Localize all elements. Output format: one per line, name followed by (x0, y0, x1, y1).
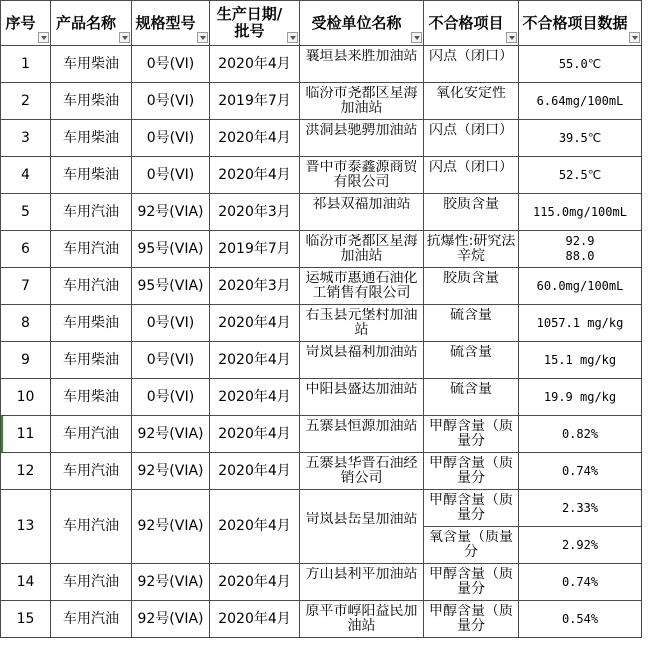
cell-spec[interactable] (132, 231, 210, 268)
cell-spec-text: 0号(VI) (146, 55, 195, 72)
header-label: 不合格项目 (428, 13, 504, 32)
cell-no-text: 2 (21, 92, 30, 109)
cell-no[interactable] (1, 453, 51, 490)
cell-product[interactable] (51, 601, 132, 638)
cell-date-text: 2020年4月 (218, 573, 291, 590)
cell-item-text: 甲醇含量（质量分 (429, 419, 513, 449)
header-cell[interactable] (51, 1, 132, 46)
cell-value-text: 6.64mg/100mL (536, 93, 624, 108)
cell-date[interactable] (210, 453, 300, 490)
table-row (1, 379, 642, 416)
cell-item[interactable] (424, 120, 519, 157)
cell-product[interactable] (51, 157, 132, 194)
cell-no[interactable] (1, 342, 51, 379)
cell-value-text: 115.0mg/100mL (533, 204, 627, 219)
cell-value[interactable] (519, 194, 642, 231)
cell-value[interactable] (519, 268, 642, 305)
cell-value-text: 60.0mg/100mL (536, 278, 624, 293)
cell-value-text: 1057.1 mg/kg (536, 315, 624, 330)
filter-dropdown-icon[interactable] (506, 32, 517, 43)
cell-no-text: 14 (16, 573, 35, 590)
table-row (1, 564, 642, 601)
cell-item-text: 胶质含量 (443, 197, 499, 212)
cell-date-text: 2020年4月 (218, 166, 291, 183)
cell-no[interactable] (1, 120, 51, 157)
cell-item-text: 氧含量（质量分 (429, 530, 513, 560)
cell-date[interactable] (210, 194, 300, 231)
cell-date-text: 2020年3月 (218, 277, 291, 294)
cell-unit-text: 运城市惠通石油化工销售有限公司 (305, 271, 418, 301)
cell-item[interactable] (424, 490, 519, 527)
cell-item[interactable] (424, 83, 519, 120)
cell-product-text: 车用汽油 (63, 240, 119, 257)
table-row (1, 120, 642, 157)
cell-product-text: 车用汽油 (63, 203, 119, 220)
cell-value[interactable] (519, 527, 642, 564)
table-row (1, 231, 642, 268)
cell-date[interactable] (210, 379, 300, 416)
cell-date-text: 2020年4月 (218, 518, 291, 534)
cell-product-text: 车用汽油 (63, 425, 119, 442)
cell-date[interactable] (210, 231, 300, 268)
cell-value-text: 0.74% (561, 463, 599, 478)
cell-item[interactable] (424, 379, 519, 416)
cell-no-text: 12 (16, 462, 35, 479)
cell-value[interactable] (519, 379, 642, 416)
cell-product-text: 车用柴油 (63, 55, 119, 72)
cell-item[interactable] (424, 527, 519, 564)
cell-value[interactable] (519, 416, 642, 453)
cell-no[interactable] (1, 379, 51, 416)
cell-product[interactable] (51, 342, 132, 379)
cell-date[interactable] (210, 564, 300, 601)
cell-no[interactable] (1, 305, 51, 342)
cell-no-text: 9 (21, 351, 30, 368)
cell-no[interactable] (1, 490, 51, 564)
table-row (1, 453, 642, 490)
cell-no-text: 13 (16, 518, 35, 534)
cell-unit[interactable] (300, 490, 424, 564)
cell-date-text: 2020年4月 (218, 314, 291, 331)
cell-product[interactable] (51, 120, 132, 157)
cell-value[interactable] (519, 453, 642, 490)
cell-date[interactable] (210, 120, 300, 157)
cell-spec[interactable] (132, 120, 210, 157)
cell-date-text: 2020年4月 (218, 425, 291, 442)
cell-product[interactable] (51, 490, 132, 564)
cell-item[interactable] (424, 268, 519, 305)
cell-no-text: 5 (21, 203, 30, 220)
cell-spec[interactable] (132, 305, 210, 342)
cell-no[interactable] (1, 46, 51, 83)
cell-item[interactable] (424, 46, 519, 83)
cell-item-text: 硫含量 (450, 345, 492, 360)
cell-unit[interactable] (300, 453, 424, 490)
cell-date[interactable] (210, 46, 300, 83)
cell-unit-text: 洪洞县驰骋加油站 (305, 123, 418, 138)
cell-item[interactable] (424, 194, 519, 231)
cell-spec-text: 0号(VI) (146, 129, 195, 146)
filter-dropdown-icon[interactable] (197, 32, 208, 43)
cell-spec-text: 0号(VI) (146, 388, 195, 405)
cell-date-text: 2020年4月 (218, 55, 291, 72)
cell-no[interactable] (1, 194, 51, 231)
cell-unit-text: 中阳县盛达加油站 (305, 382, 418, 397)
cell-unit-text: 岢岚县岳皇加油站 (305, 511, 418, 527)
cell-product-text: 车用柴油 (63, 166, 119, 183)
cell-unit[interactable] (300, 601, 424, 638)
table-row (1, 601, 642, 638)
cell-item[interactable] (424, 342, 519, 379)
cell-unit-text: 五寨县华晋石油经销公司 (305, 456, 418, 486)
cell-unit-text: 岢岚县福利加油站 (305, 345, 418, 360)
table-body (1, 46, 642, 638)
cell-spec-text: 0号(VI) (146, 92, 195, 109)
cell-spec[interactable] (132, 157, 210, 194)
cell-product-text: 车用汽油 (63, 277, 119, 294)
cell-no-text: 6 (21, 240, 30, 257)
cell-unit-text: 祁县双福加油站 (312, 197, 411, 212)
cell-unit[interactable] (300, 379, 424, 416)
cell-no[interactable] (1, 601, 51, 638)
cell-date-text: 2020年4月 (218, 388, 291, 405)
cell-product[interactable] (51, 46, 132, 83)
cell-item[interactable] (424, 305, 519, 342)
table-row (1, 416, 642, 453)
cell-spec-text: 92号(VIA) (137, 462, 204, 479)
cell-unit[interactable] (300, 564, 424, 601)
cell-unit[interactable] (300, 305, 424, 342)
cell-no-text: 8 (21, 314, 30, 331)
cell-value[interactable] (519, 157, 642, 194)
cell-unit-text: 晋中市泰鑫源商贸有限公司 (305, 160, 418, 190)
cell-unit[interactable] (300, 342, 424, 379)
cell-date-text: 2020年4月 (218, 610, 291, 627)
cell-value-text: 0.54% (561, 611, 599, 626)
cell-spec-text: 95号(VIA) (137, 240, 204, 257)
cell-item[interactable] (424, 416, 519, 453)
cell-item[interactable] (424, 157, 519, 194)
cell-unit[interactable] (300, 231, 424, 268)
cell-value-text: 0.74% (561, 574, 599, 589)
cell-spec-text: 0号(VI) (146, 166, 195, 183)
cell-spec-text: 95号(VIA) (137, 277, 204, 294)
filter-dropdown-icon[interactable] (287, 32, 298, 43)
cell-no-text: 15 (16, 610, 35, 627)
cell-product-text: 车用柴油 (63, 351, 119, 368)
cell-product[interactable] (51, 416, 132, 453)
cell-item[interactable] (424, 564, 519, 601)
cell-no-text: 4 (21, 166, 30, 183)
cell-spec-text: 92号(VIA) (137, 573, 204, 590)
header-cell[interactable] (424, 1, 519, 46)
cell-item-text: 氧化安定性 (436, 86, 506, 101)
cell-spec[interactable] (132, 342, 210, 379)
cell-spec-text: 0号(VI) (146, 314, 195, 331)
filter-dropdown-icon[interactable] (411, 32, 422, 43)
cell-value-text: 19.9 mg/kg (543, 389, 617, 404)
table-row (1, 305, 642, 342)
header-cell[interactable] (1, 1, 51, 46)
header-label: 受检单位名称 (311, 13, 402, 32)
cell-spec-text: 92号(VIA) (137, 610, 204, 627)
cell-no-text: 10 (16, 388, 35, 405)
cell-unit-text: 五寨县恒源加油站 (305, 419, 418, 434)
header-cell[interactable] (300, 1, 424, 46)
cell-value-text: 2.33% (561, 500, 599, 515)
cell-spec[interactable] (132, 268, 210, 305)
cell-unit[interactable] (300, 157, 424, 194)
cell-product[interactable] (51, 305, 132, 342)
header-row (1, 1, 642, 46)
cell-product-text: 车用汽油 (63, 610, 119, 627)
cell-date-text: 2020年3月 (218, 203, 291, 220)
table-row (1, 342, 642, 379)
cell-product-text: 车用柴油 (63, 314, 119, 331)
cell-item-text: 胶质含量 (443, 271, 499, 286)
cell-no[interactable] (1, 416, 51, 453)
cell-value-text: 92.9 88.0 (565, 234, 595, 263)
cell-unit[interactable] (300, 268, 424, 305)
cell-date[interactable] (210, 601, 300, 638)
cell-product-text: 车用柴油 (63, 388, 119, 405)
cell-unit-text: 临汾市尧都区星海加油站 (305, 86, 418, 116)
cell-spec[interactable] (132, 416, 210, 453)
table-row (1, 194, 642, 231)
cell-unit-text: 襄垣县来胜加油站 (305, 49, 418, 64)
cell-date-text: 2020年4月 (218, 129, 291, 146)
cell-value[interactable] (519, 120, 642, 157)
cell-spec[interactable] (132, 601, 210, 638)
cell-value[interactable] (519, 490, 642, 527)
cell-product-text: 车用汽油 (63, 573, 119, 590)
cell-item-text: 硫含量 (450, 308, 492, 323)
cell-unit[interactable] (300, 416, 424, 453)
cell-no-text: 1 (21, 55, 30, 72)
cell-no[interactable] (1, 564, 51, 601)
cell-product-text: 车用柴油 (63, 129, 119, 146)
header-label: 产品名称 (55, 13, 116, 32)
cell-product-text: 车用柴油 (63, 92, 119, 109)
cell-product[interactable] (51, 453, 132, 490)
filter-dropdown-icon[interactable] (119, 32, 130, 43)
cell-product[interactable] (51, 268, 132, 305)
table-row (1, 268, 642, 305)
cell-value-text: 55.0℃ (558, 56, 602, 71)
cell-product[interactable] (51, 83, 132, 120)
cell-spec[interactable] (132, 379, 210, 416)
cell-item-text: 甲醇含量（质量分 (429, 567, 513, 597)
cell-spec-text: 0号(VI) (146, 351, 195, 368)
cell-value-text: 15.1 mg/kg (543, 352, 617, 367)
cell-date-text: 2019年7月 (218, 92, 291, 109)
header-cell[interactable] (519, 1, 642, 46)
cell-spec-text: 92号(VIA) (137, 518, 204, 534)
cell-date-text: 2020年4月 (218, 462, 291, 479)
cell-item-text: 闪点（闭口） (429, 123, 513, 138)
cell-no[interactable] (1, 231, 51, 268)
cell-date[interactable] (210, 305, 300, 342)
table-row (1, 157, 642, 194)
cell-product[interactable] (51, 564, 132, 601)
cell-value[interactable] (519, 83, 642, 120)
cell-value[interactable] (519, 46, 642, 83)
cell-item-text: 抗爆性:研究法辛烷 (426, 234, 516, 264)
cell-date-text: 2019年7月 (218, 240, 291, 257)
cell-value-text: 52.5℃ (558, 167, 602, 182)
header-label: 序号 (5, 13, 36, 32)
cell-spec[interactable] (132, 490, 210, 564)
cell-unit-text: 右玉县元堡村加油站 (305, 308, 418, 338)
header-label: 不合格项目数据 (522, 13, 628, 32)
table-row (1, 490, 642, 527)
cell-unit[interactable] (300, 194, 424, 231)
cell-value[interactable] (519, 231, 642, 268)
cell-date[interactable] (210, 416, 300, 453)
cell-no-text: 3 (21, 129, 30, 146)
cell-no[interactable] (1, 83, 51, 120)
cell-value-text: 2.92% (561, 537, 599, 552)
cell-item[interactable] (424, 453, 519, 490)
cell-unit-text: 原平市崞阳益民加油站 (305, 604, 418, 634)
cell-value-text: 0.82% (561, 426, 599, 441)
cell-item-text: 硫含量 (450, 382, 492, 397)
cell-date[interactable] (210, 490, 300, 564)
cell-date[interactable] (210, 342, 300, 379)
cell-date[interactable] (210, 268, 300, 305)
row-selection-marker (1, 416, 3, 452)
cell-no-text: 11 (16, 425, 35, 442)
cell-value[interactable] (519, 601, 642, 638)
cell-product[interactable] (51, 231, 132, 268)
cell-spec[interactable] (132, 564, 210, 601)
cell-spec-text: 92号(VIA) (137, 425, 204, 442)
cell-product-text: 车用汽油 (63, 518, 119, 534)
cell-product[interactable] (51, 379, 132, 416)
cell-date-text: 2020年4月 (218, 351, 291, 368)
cell-unit[interactable] (300, 46, 424, 83)
cell-item[interactable] (424, 231, 519, 268)
cell-unit[interactable] (300, 120, 424, 157)
table-row (1, 83, 642, 120)
table-row (1, 46, 642, 83)
cell-date[interactable] (210, 83, 300, 120)
cell-value[interactable] (519, 305, 642, 342)
cell-spec-text: 92号(VIA) (137, 203, 204, 220)
cell-spec[interactable] (132, 46, 210, 83)
header-cell[interactable] (210, 1, 300, 46)
cell-no[interactable] (1, 157, 51, 194)
cell-item-text: 闪点（闭口） (429, 49, 513, 64)
cell-unit-text: 临汾市尧都区星海加油站 (305, 234, 418, 264)
header-label: 规格型号 (135, 13, 196, 32)
cell-item-text: 闪点（闭口） (429, 160, 513, 175)
cell-spec[interactable] (132, 83, 210, 120)
cell-value-text: 39.5℃ (558, 130, 602, 145)
cell-date[interactable] (210, 157, 300, 194)
cell-unit[interactable] (300, 83, 424, 120)
cell-spec[interactable] (132, 453, 210, 490)
cell-item[interactable] (424, 601, 519, 638)
cell-no[interactable] (1, 268, 51, 305)
cell-product[interactable] (51, 194, 132, 231)
cell-item-text: 甲醇含量（质量分 (429, 493, 513, 523)
cell-no-text: 7 (21, 277, 30, 294)
cell-item-text: 甲醇含量（质量分 (429, 456, 513, 486)
cell-spec[interactable] (132, 194, 210, 231)
filter-dropdown-icon[interactable] (629, 32, 640, 43)
header-label: 生产日期/批号 (216, 5, 283, 40)
cell-product-text: 车用汽油 (63, 462, 119, 479)
cell-value[interactable] (519, 342, 642, 379)
filter-dropdown-icon[interactable] (38, 32, 49, 43)
header-cell[interactable] (132, 1, 210, 46)
cell-value[interactable] (519, 564, 642, 601)
cell-unit-text: 方山县利平加油站 (305, 567, 418, 582)
cell-item-text: 甲醇含量（质量分 (429, 604, 513, 634)
